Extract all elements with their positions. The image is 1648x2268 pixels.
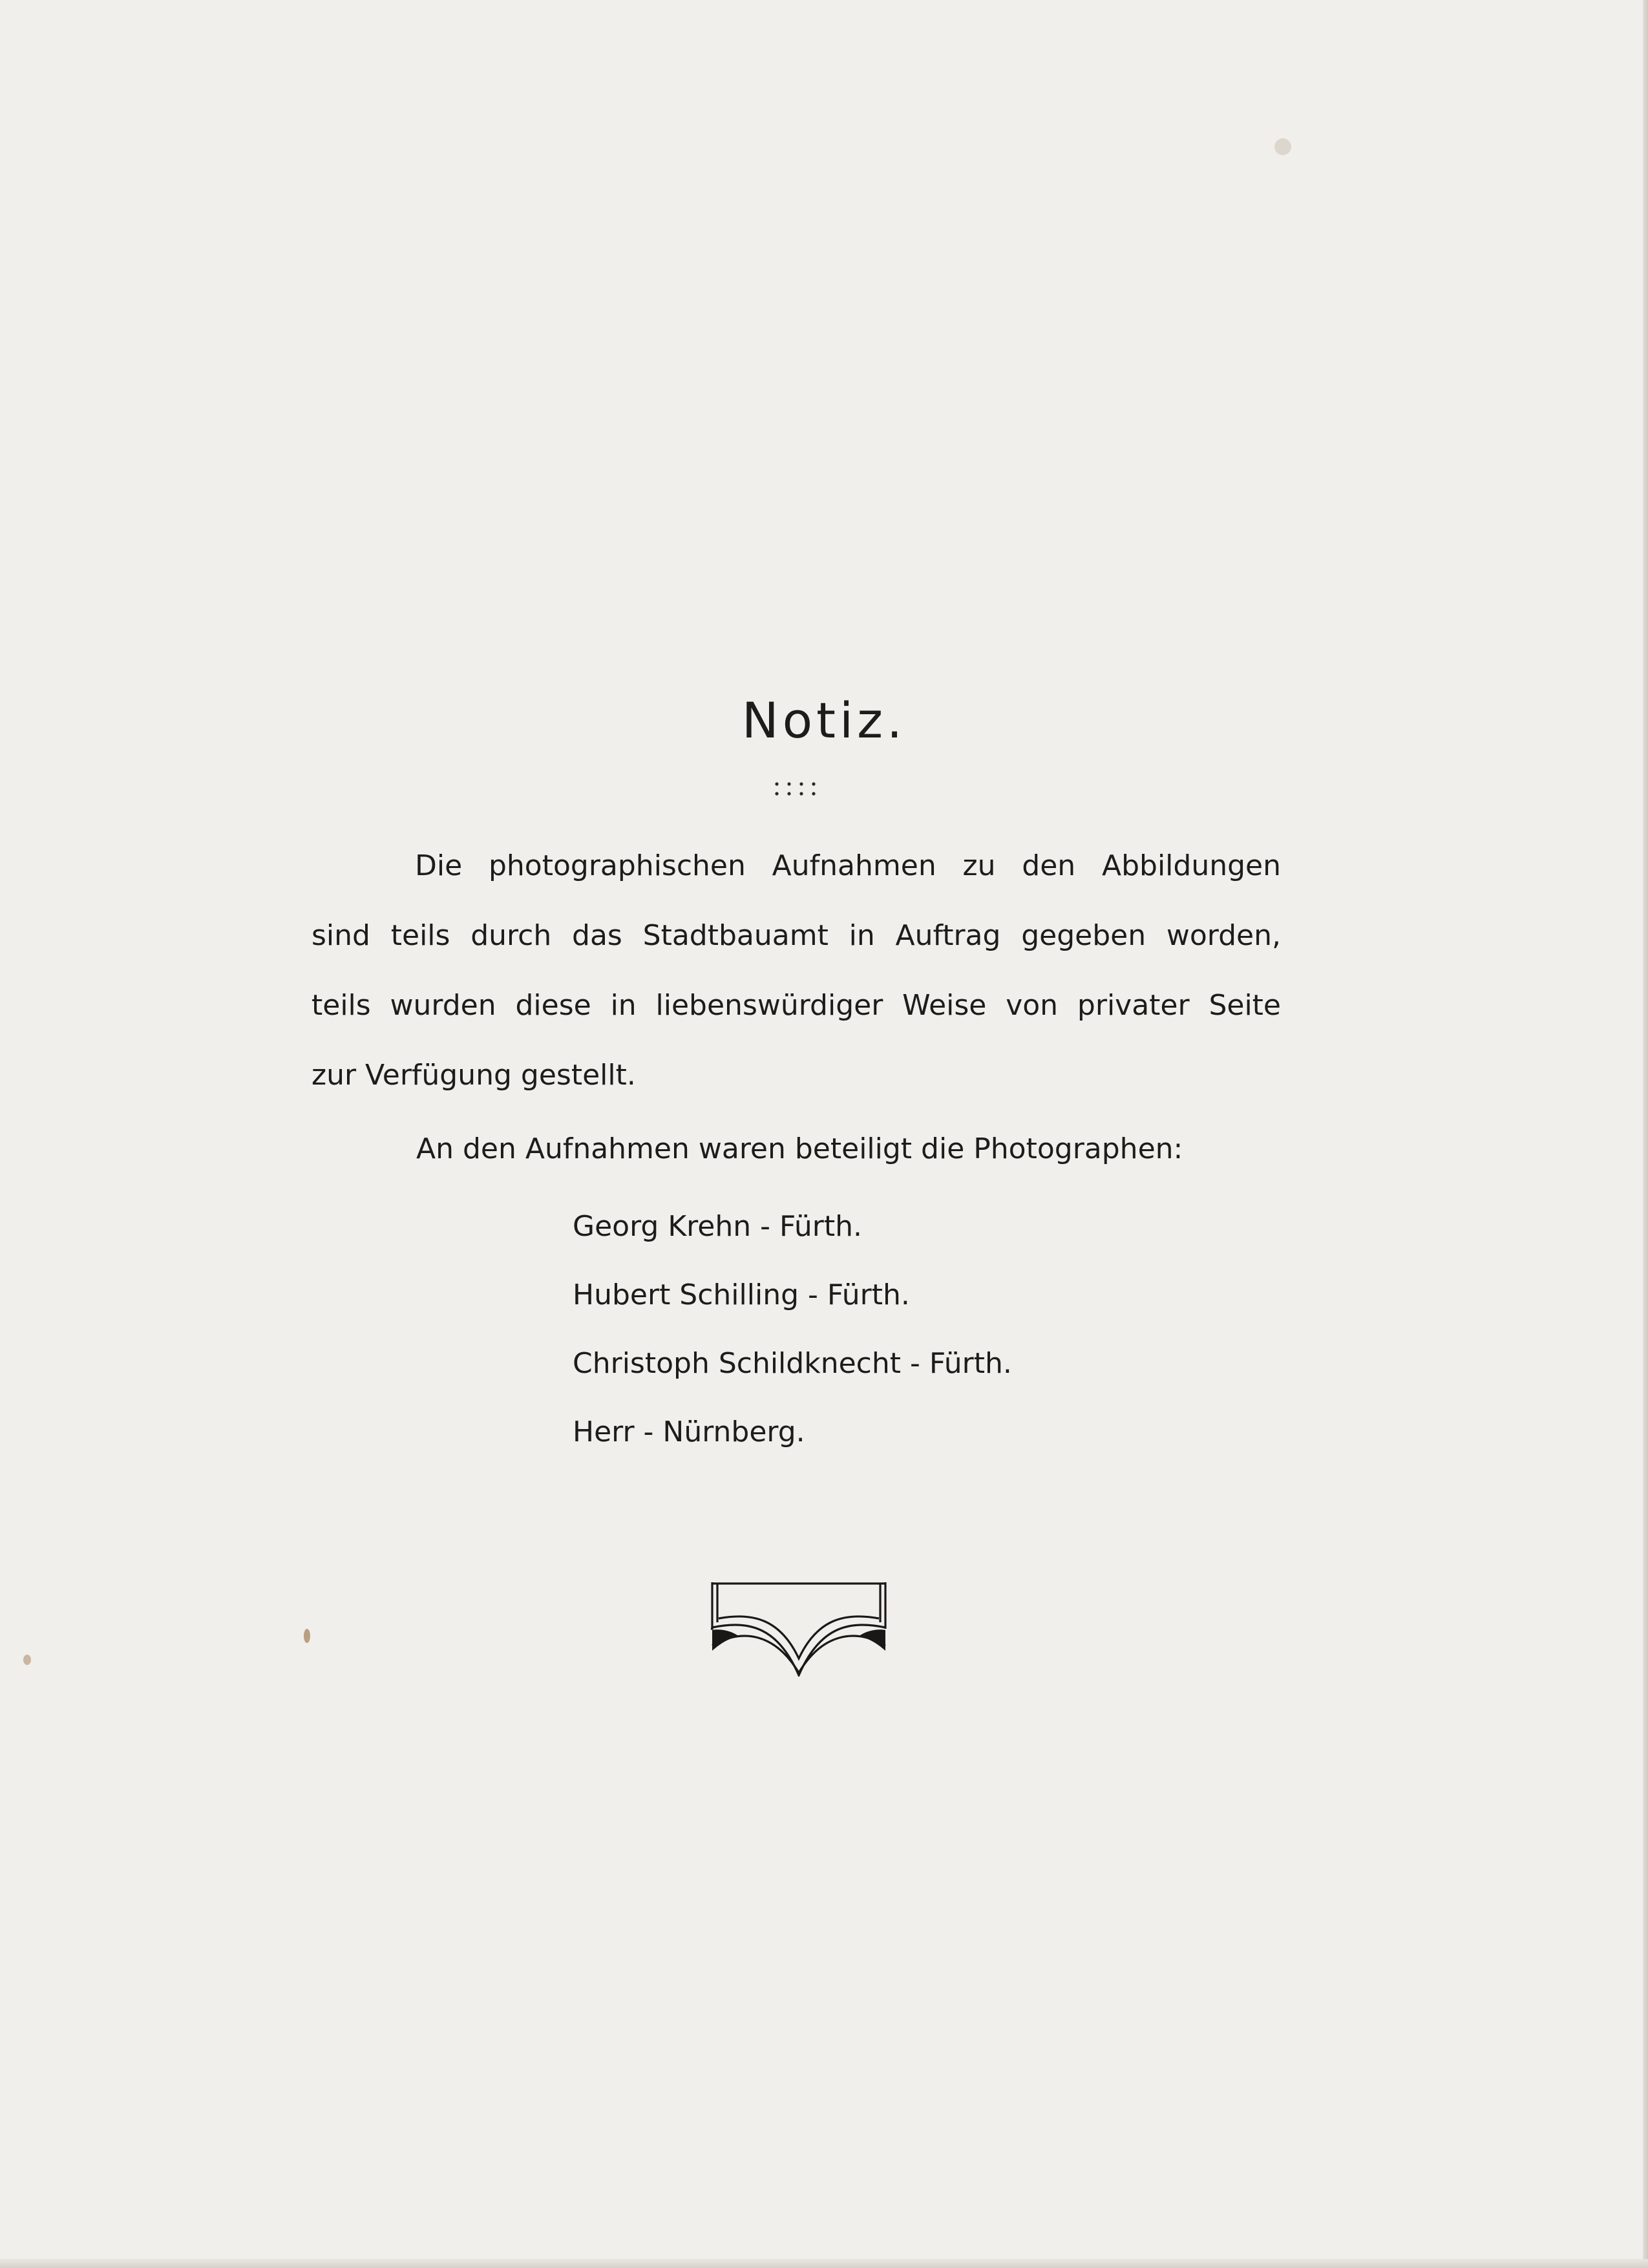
list-item: Georg Krehn - Fürth. — [573, 1210, 862, 1243]
paragraph-line: teils wurden diese in liebenswürdiger Weise von privater Seite — [312, 989, 1281, 1022]
list-item: Christoph Schildknecht - Fürth. — [573, 1347, 1012, 1380]
paragraph-line: sind teils durch das Stadtbauamt in Auftrag gegeben worden, — [312, 919, 1281, 952]
paper-stain — [1274, 138, 1291, 155]
photographers-intro: An den Aufnahmen waren beteiligt die Photographen: — [416, 1132, 1183, 1165]
ornament-vignette-icon — [711, 1582, 887, 1677]
page-edge-bottom — [0, 2259, 1648, 2268]
list-item: Hubert Schilling - Fürth. — [573, 1278, 910, 1311]
separator-dots-icon — [773, 781, 818, 798]
list-item: Herr - Nürnberg. — [573, 1415, 805, 1448]
paragraph-line: Die photographischen Aufnahmen zu den Abbildungen — [415, 849, 1281, 882]
paper-stain — [304, 1629, 310, 1643]
notice-paragraph — [312, 831, 1281, 1110]
page-edge-right — [1643, 0, 1648, 2268]
page-title: Notiz. — [741, 692, 907, 749]
paragraph-line: zur Verfügung gestellt. — [312, 1059, 636, 1092]
photographers-list — [573, 1205, 1012, 1479]
paper-stain — [23, 1655, 31, 1665]
